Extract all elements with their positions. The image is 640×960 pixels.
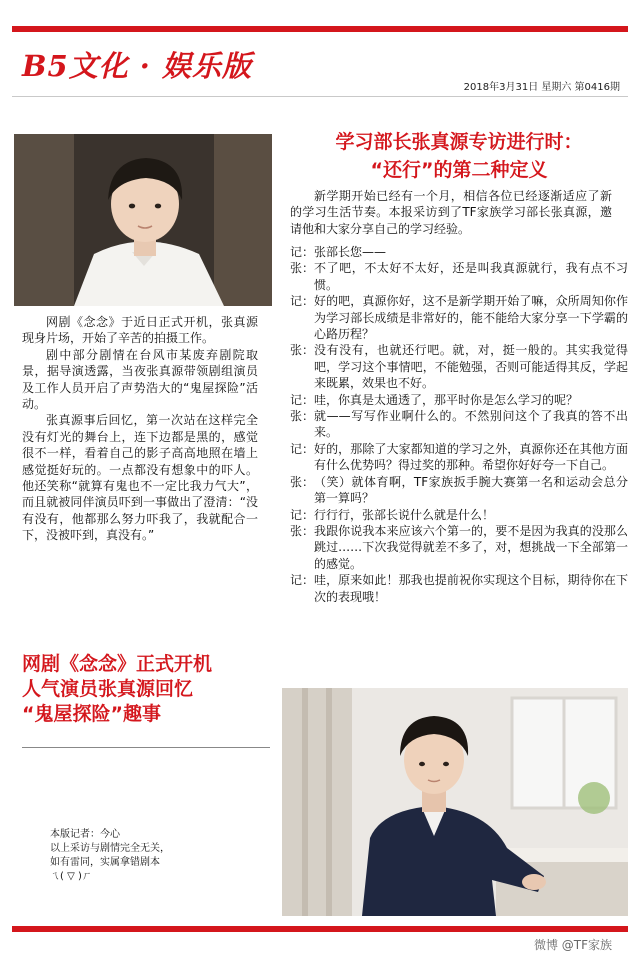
dialogue-text: 没有没有，也就还行吧。就，对，挺一般的。其实我觉得吧，学习这个事情吧，不能勉强，否则可能适得其反，学起来既累，效果也不好。 (314, 343, 628, 391)
credits-line: 以上采访与剧情完全无关， (50, 843, 170, 854)
dialogue-line (290, 572, 628, 605)
speaker-label: 张： (290, 343, 315, 358)
masthead-title: B5文化 · 娱乐版 (22, 49, 252, 83)
interview-dialogue (290, 244, 628, 605)
dateline: 2018年3月31日 星期六 第0416期 (463, 82, 620, 93)
speaker-label: 记： (290, 507, 315, 522)
right-article-intro: 新学期开始已经有一个月，相信各位已经逐渐适应了新的学习生活节奏。本报采访到了TF家族学习部长张真源，邀请他和大家分享自己的学习经验。 (290, 189, 612, 236)
dialogue-line (290, 474, 628, 507)
dialogue-text: 张部长您—— (314, 245, 387, 259)
dialogue-line (290, 507, 628, 523)
dialogue-text: 哇，你真是太通透了，那平时你是怎么学习的呢？ (314, 392, 579, 407)
credits-line: 如有雷同，实属拿错剧本 (50, 857, 160, 868)
left-paragraph: 网剧《念念》于近日正式开机，张真源现身片场，开始了辛苦的拍摄工作。 (22, 315, 258, 346)
top-divider (12, 96, 628, 97)
speaker-label: 张： (290, 474, 315, 489)
dialogue-line (290, 441, 628, 474)
left-paragraph: 张真源事后回忆，第一次站在这样完全没有灯光的舞台上，连下边都是黑的，感觉很不一样，看着自己的影子高高地照在墙上感觉挺好玩的。一点都没有想象中的吓人。他还笑称“就算有鬼也不一定比我力气大”，而且就被同伴演员吓到一事做出了澄清：“没有没有，他都那么努力吓我了，我就配合一下，没被吓到，真没有。” (22, 413, 258, 543)
dialogue-text: 不了吧，不太好不太好，还是叫我真源就行，我有点不习惯。 (314, 261, 628, 292)
speaker-label: 张： (290, 261, 315, 276)
left-headline-divider (22, 747, 270, 748)
left-article-headline (22, 652, 272, 727)
dialogue-text: （笑）就体育啊，TF家族扳手腕大赛第一名和运动会总分第一算吗？ (314, 474, 628, 506)
dialogue-text: 好的，那除了大家都知道的学习之外，真源你还在其他方面有什么优势吗？得过奖的那种。希望你好好夸一下自己。 (314, 441, 628, 473)
speaker-label: 记： (290, 392, 315, 407)
credits-line: ㄟ( ▽ )ㄏ (50, 871, 92, 882)
bottom-red-bar (12, 926, 628, 932)
right-article-headline (290, 128, 628, 184)
dialogue-line (290, 392, 628, 408)
dialogue-line (290, 293, 628, 342)
dialogue-text: 哇，原来如此！那我也提前祝你实现这个目标，期待你在下次的表现哦！ (314, 573, 628, 604)
left-headline-line: 网剧《念念》正式开机 (22, 653, 213, 675)
speaker-label: 记： (290, 573, 315, 588)
portrait-illustration-2 (282, 688, 628, 916)
dialogue-text: 我跟你说我本来应该六个第一的，要不是因为我真的没那么跳过……下次我觉得就差不多了，对，想挑战一下全部第一的感觉。 (314, 523, 628, 571)
left-headline-line: 人气演员张真源回忆 (22, 678, 194, 700)
weibo-watermark: 微博 @TF家族 (533, 938, 612, 952)
dialogue-text: 就——写写作业啊什么的。不然别问这个了我真的答不出来。 (314, 409, 628, 440)
dialogue-line (290, 523, 628, 572)
right-headline-line: “还行”的第二种定义 (370, 159, 548, 181)
speaker-label: 记： (290, 441, 315, 456)
portrait-illustration-1 (14, 134, 272, 306)
left-article-body (22, 314, 258, 544)
dialogue-line (290, 260, 628, 293)
photo-portrait-white-shirt (14, 134, 272, 306)
speaker-label: 记： (290, 294, 315, 309)
right-headline-line: 学习部长张真源专访进行时： (335, 131, 583, 153)
speaker-label: 张： (290, 523, 315, 538)
dialogue-text: 行行行，张部长说什么就是什么！ (314, 507, 495, 522)
dialogue-line (290, 342, 628, 391)
photo-portrait-navy-suit (282, 688, 628, 916)
credits-line: 本版记者：今心 (50, 829, 120, 840)
dialogue-line (290, 244, 628, 260)
top-red-bar (12, 26, 628, 32)
left-paragraph: 剧中部分剧情在台风市某废弃剧院取景，据导演透露，当夜张真源带领剧组演员及工作人员开启了声势浩大的“鬼屋探险”活动。 (22, 347, 258, 412)
left-headline-line: “鬼屋探险”趣事 (22, 703, 161, 725)
speaker-label: 张： (290, 409, 315, 424)
dialogue-line (290, 408, 628, 441)
speaker-label: 记： (290, 245, 315, 259)
credits-block (50, 828, 170, 884)
dialogue-text: 好的吧，真源你好，这不是新学期开始了嘛，众所周知你作为学习部长成绩是非常好的，能不能给大家分享一下学霸的心路历程？ (314, 294, 628, 342)
